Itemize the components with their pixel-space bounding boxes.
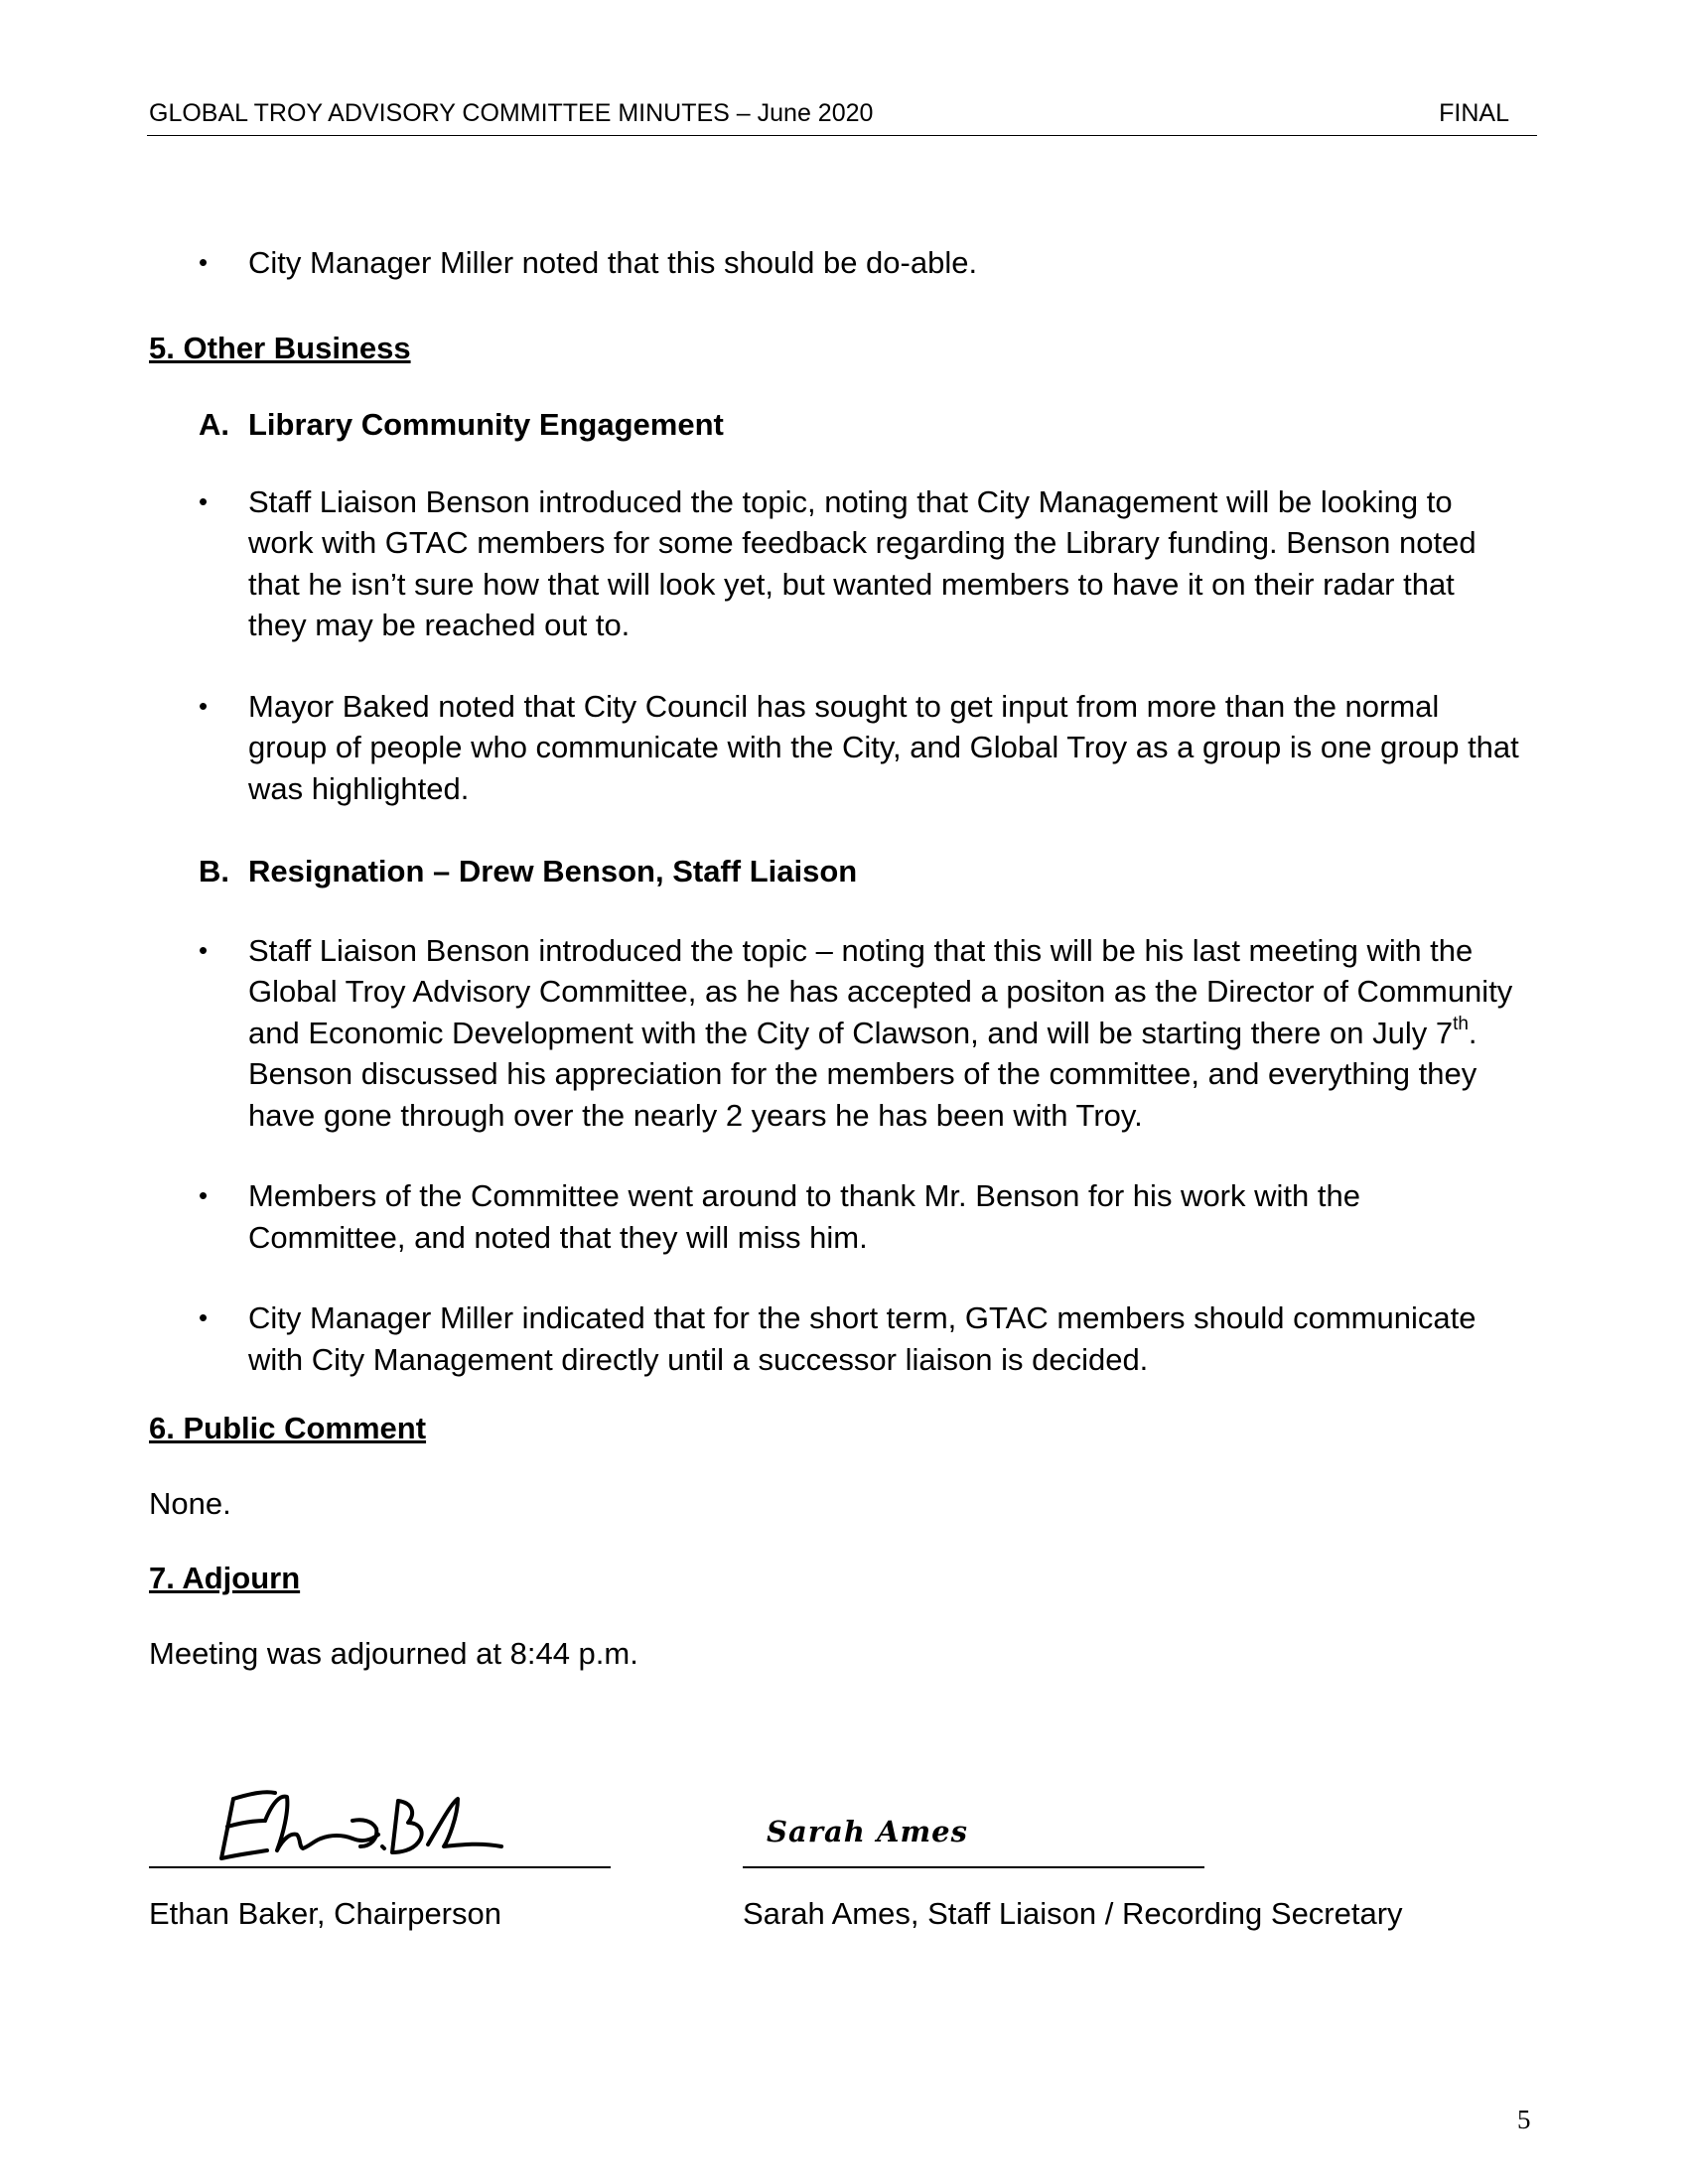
bullet-text-part: Staff Liaison Benson introduced the topic – noting that this will be his last meeting with the Global Troy Advisory Committee, as he has accepted a positon as the Director of Community and Economic Development with the City of Clawson, and will be starting there on July 7: [248, 932, 1513, 1050]
list-item: [149, 1175, 1519, 1258]
list-item: [149, 1297, 1519, 1380]
section-heading-other-business: 5. Other Business: [149, 330, 411, 365]
subsection-letter: A.: [199, 407, 229, 442]
bullet-text: Members of the Committee went around to thank Mr. Benson for his work with the Committee, and noted that they will miss him.: [248, 1178, 1360, 1255]
bullet-text: City Manager Miller indicated that for the short term, GTAC members should communicate with City Management directly until a successor liaison is decided.: [248, 1300, 1477, 1377]
minutes-body: [149, 242, 1539, 1707]
subsection-heading-library: [149, 404, 1539, 446]
bullet-icon: •: [199, 485, 209, 516]
header-status: FINAL: [1439, 99, 1509, 127]
bullet-text: [248, 933, 1512, 1133]
signer-name: Sarah Ames, Staff Liaison / Recording Secretary: [743, 1896, 1403, 1931]
list-item: [149, 481, 1519, 646]
subsection-title: Resignation – Drew Benson, Staff Liaison: [248, 854, 858, 888]
bullet-icon: •: [199, 1180, 209, 1210]
bullet-text: Staff Liaison Benson introduced the topic, noting that City Management will be looking to work with GTAC members for some feedback regarding the Library funding. Benson noted that he isn’t sure how that will look yet, but wanted members to have it on their radar that they may be reached out to.: [248, 483, 1477, 642]
list-item: [149, 242, 1519, 284]
bullet-icon: •: [199, 690, 209, 721]
bullet-text: Mayor Baked noted that City Council has sought to get input from more than the normal group of people who communicate with the City, and Global Troy as a group is one group that was highlighted.: [248, 688, 1519, 806]
adjourn-text: Meeting was adjourned at 8:44 p.m.: [149, 1635, 638, 1671]
signature-line: [149, 1787, 611, 1868]
bullet-text: City Manager Miller noted that this should be do-able.: [248, 245, 978, 280]
bullet-icon: •: [199, 1302, 209, 1332]
signature-block-chairperson: [149, 1787, 611, 1932]
signature-block-secretary: [743, 1787, 1403, 1932]
ordinal-suffix: th: [1453, 1014, 1469, 1035]
subsection-letter: B.: [199, 854, 229, 888]
page-number: 5: [1517, 2105, 1531, 2134]
bullet-text-part: . Benson discussed his appreciation for the members of the committee, and everything they have gone through over the nearly 2 years he has been with Troy.: [248, 1015, 1477, 1133]
bullet-icon: •: [199, 247, 209, 277]
typed-signature: Sarah Ames: [767, 1815, 968, 1848]
signature-line: [743, 1787, 1204, 1868]
bullet-icon: •: [199, 934, 209, 965]
subsection-title: Library Community Engagement: [248, 407, 724, 442]
section-heading-public-comment: 6. Public Comment: [149, 1411, 427, 1445]
public-comment-text: None.: [149, 1485, 231, 1521]
header-title: GLOBAL TROY ADVISORY COMMITTEE MINUTES – June 2020: [149, 99, 874, 127]
list-item: [149, 930, 1519, 1137]
subsection-heading-resignation: [149, 851, 1539, 892]
signer-name: Ethan Baker, Chairperson: [149, 1896, 501, 1931]
handwritten-signature-image: [204, 1781, 521, 1870]
list-item: [149, 686, 1519, 810]
section-heading-adjourn: 7. Adjourn: [149, 1561, 301, 1595]
page-header: [147, 99, 1537, 136]
